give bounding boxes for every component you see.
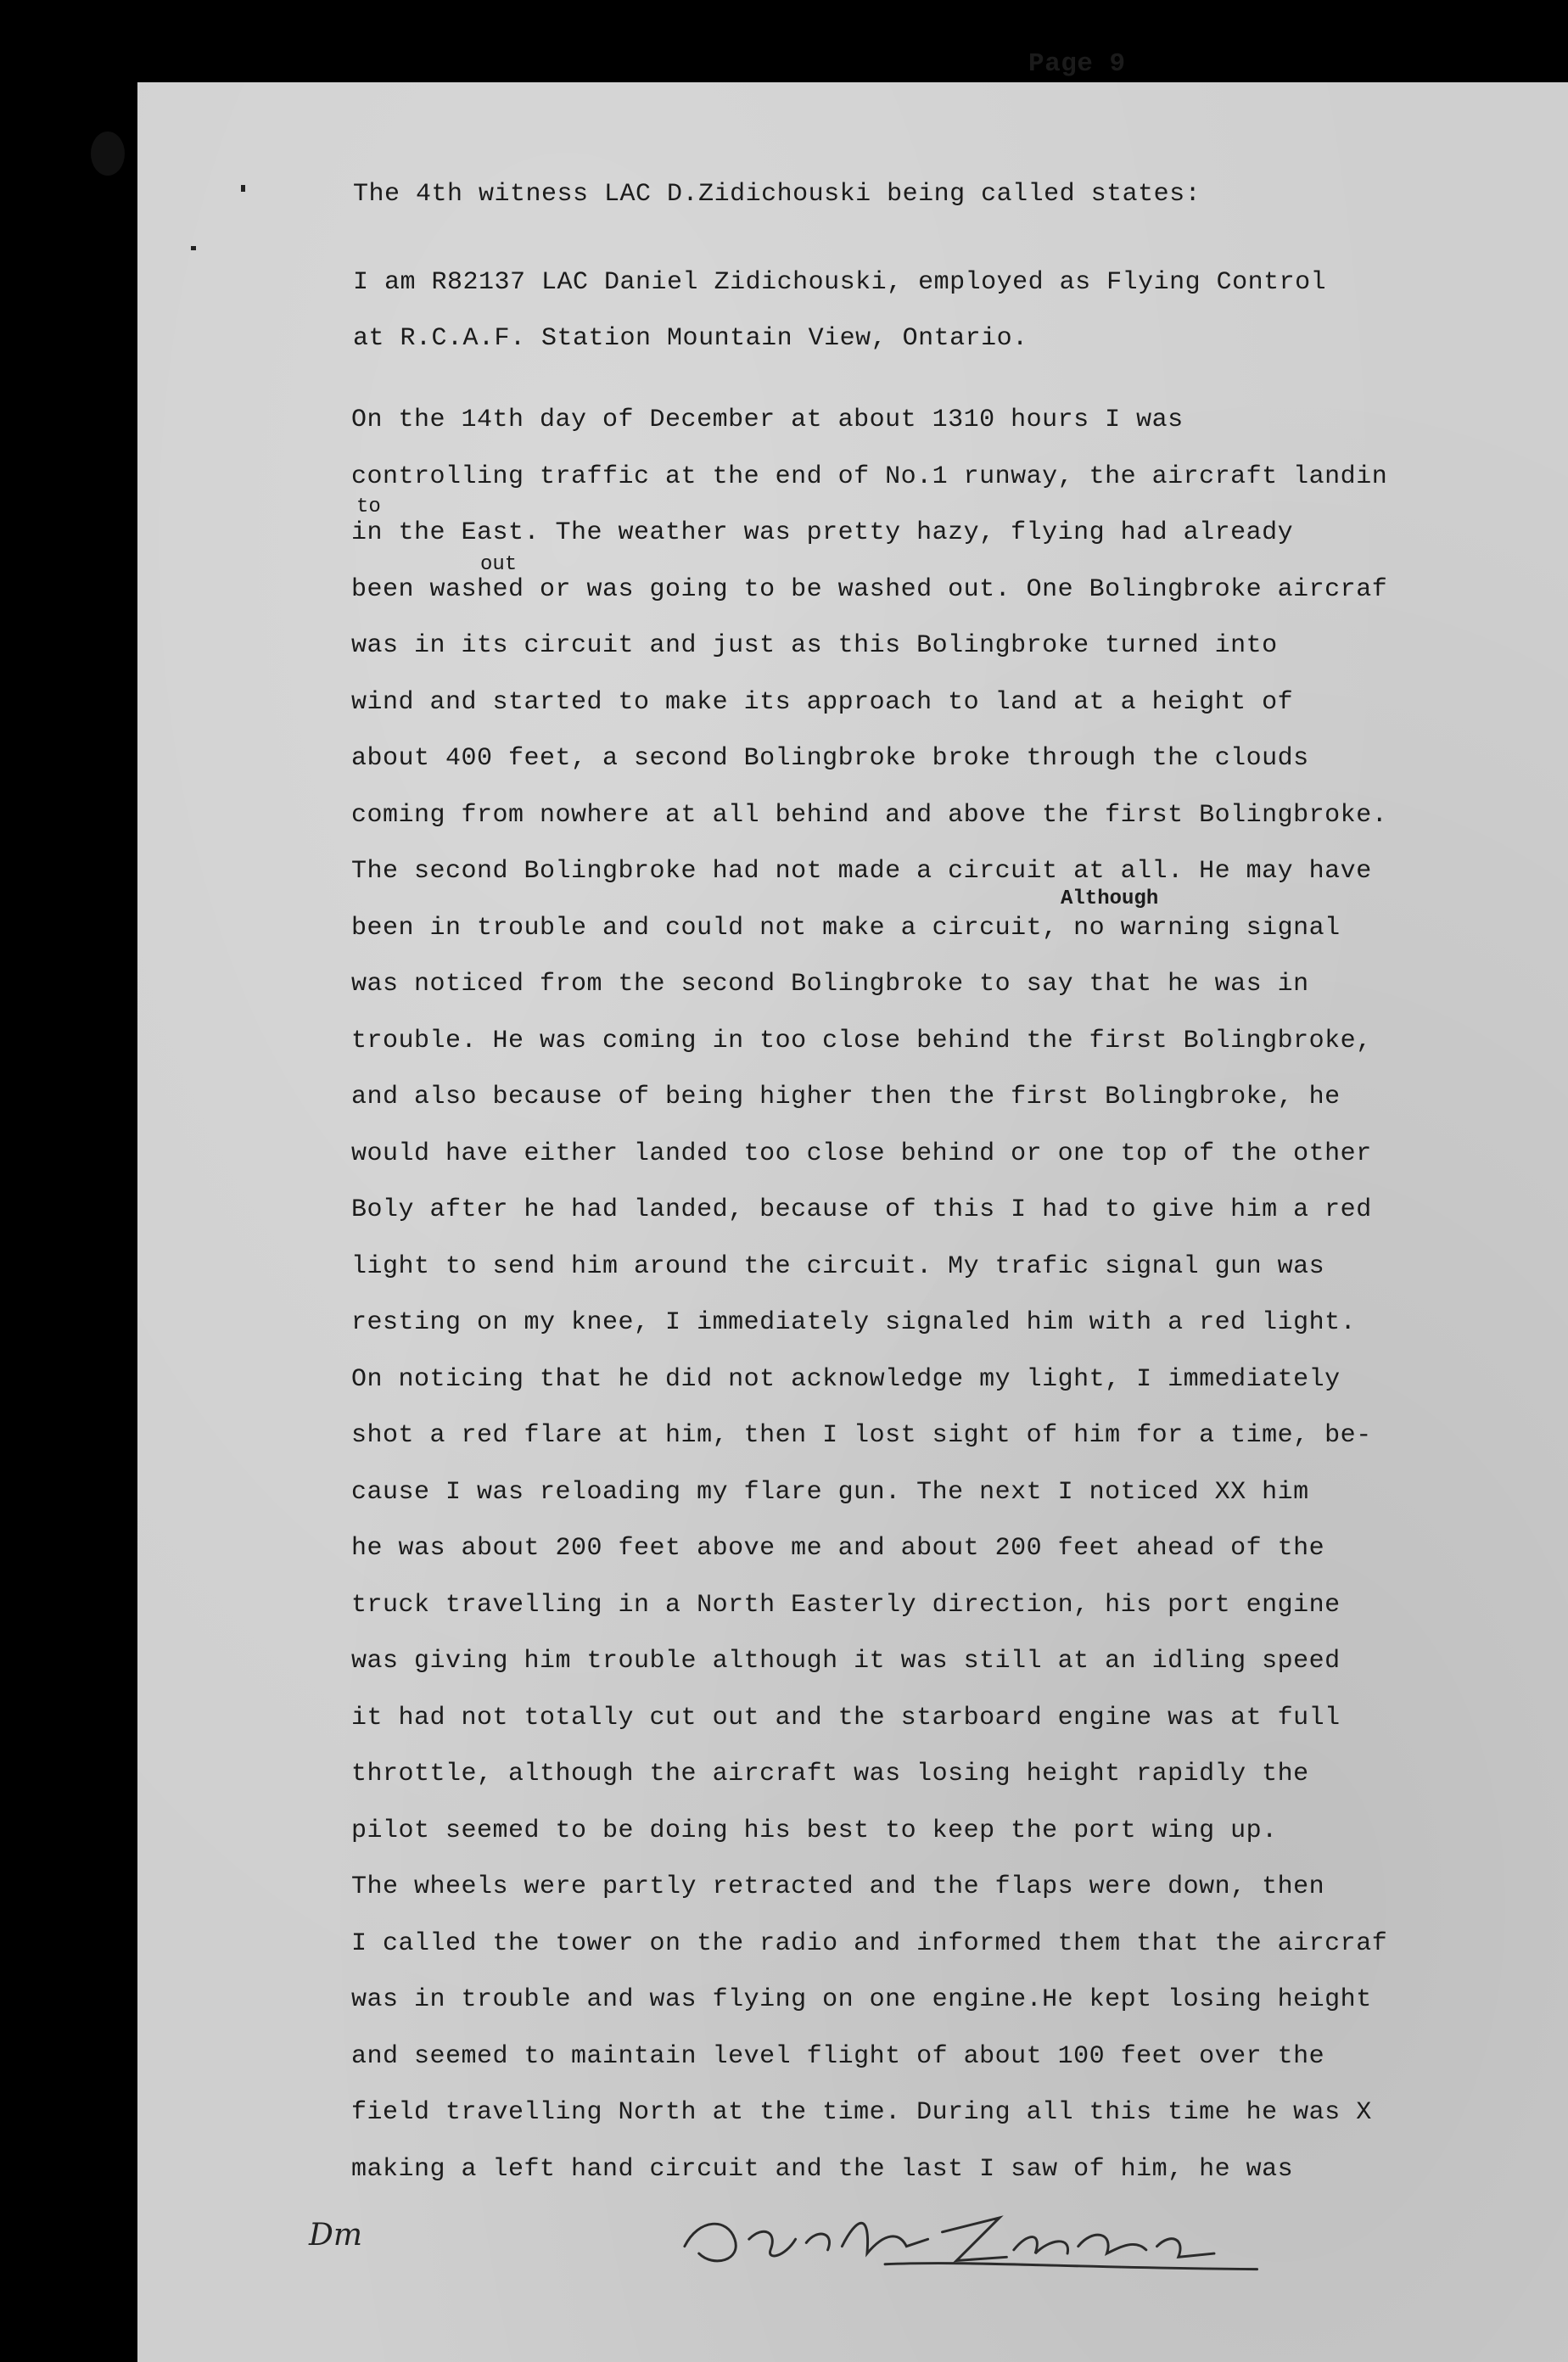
statement-line: On the 14th day of December at about 1310 hours I was bbox=[351, 406, 1184, 434]
witness-intro: The 4th witness LAC D.Zidichouski being called states: bbox=[353, 180, 1201, 209]
statement-line: he was about 200 feet above me and about 200 feet ahead of the bbox=[351, 1534, 1325, 1563]
statement-line: The second Bolingbroke had not made a circuit at all. He may have bbox=[351, 857, 1372, 886]
statement-line: been washed or was going to be washed out. One Bolingbroke aircraf bbox=[351, 574, 1388, 604]
statement-line: wind and started to make its approach to land at a height of bbox=[351, 687, 1294, 717]
statement-line: controlling traffic at the end of No.1 runway, the aircraft landin bbox=[351, 462, 1388, 491]
statement-line: truck travelling in a North Easterly direction, his port engine bbox=[351, 1590, 1341, 1620]
statement-line: would have either landed too close behind or one top of the other bbox=[351, 1139, 1372, 1168]
statement-line: making a left hand circuit and the last I saw of him, he was bbox=[351, 2154, 1294, 2184]
statement-line: On noticing that he did not acknowledge my light, I immediately bbox=[351, 1364, 1341, 1394]
statement-line: pilot seemed to be doing his best to keep the port wing up. bbox=[351, 1816, 1278, 1845]
statement-line: in the East. The weather was pretty hazy, flying had already bbox=[351, 518, 1294, 547]
statement-line: it had not totally cut out and the starboard engine was at full bbox=[351, 1703, 1341, 1732]
punch-hole bbox=[91, 132, 125, 176]
statement-line: I called the tower on the radio and informed them that the aircraf bbox=[351, 1928, 1388, 1958]
statement-line: light to send him around the circuit. My trafic signal gun was bbox=[351, 1251, 1325, 1281]
margin-mark bbox=[241, 185, 245, 192]
identity-line: I am R82137 LAC Daniel Zidichouski, employed as Flying Control bbox=[353, 268, 1327, 297]
statement-line: trouble. He was coming in too close behind the first Bolingbroke, bbox=[351, 1026, 1372, 1055]
handwritten-insertion: to bbox=[356, 495, 381, 518]
statement-line: coming from nowhere at all behind and above the first Bolingbroke. bbox=[351, 800, 1388, 830]
statement-line: Boly after he had landed, because of this I had to give him a red bbox=[351, 1195, 1372, 1224]
statement-line: was noticed from the second Bolingbroke to say that he was in bbox=[351, 970, 1309, 999]
statement-line: was in trouble and was flying on one engine.He kept losing height bbox=[351, 1985, 1372, 2014]
statement-line: about 400 feet, a second Bolingbroke broke through the clouds bbox=[351, 744, 1309, 773]
signature bbox=[670, 2189, 1264, 2282]
handwritten-insertion: out bbox=[480, 553, 518, 576]
statement-line: and also because of being higher then the first Bolingbroke, he bbox=[351, 1083, 1341, 1111]
statement-line: throttle, although the aircraft was losing height rapidly the bbox=[351, 1760, 1309, 1788]
statement-line: The wheels were partly retracted and the flaps were down, then bbox=[351, 1872, 1325, 1901]
statement-line: been in trouble and could not make a circuit, no warning signal bbox=[351, 913, 1341, 943]
statement-line: field travelling North at the time. During all this time he was X bbox=[351, 2098, 1372, 2127]
page-number: Page 9 bbox=[1028, 49, 1126, 79]
statement-line: and seemed to maintain level flight of about 100 feet over the bbox=[351, 2041, 1325, 2071]
witness-initials: Dm bbox=[309, 2218, 362, 2253]
statement-line: shot a red flare at him, then I lost sight of him for a time, be- bbox=[351, 1421, 1372, 1450]
margin-mark bbox=[191, 246, 196, 250]
statement-line: cause I was reloading my flare gun. The next I noticed XX him bbox=[351, 1477, 1309, 1507]
identity-line: at R.C.A.F. Station Mountain View, Ontario. bbox=[353, 324, 1028, 353]
statement-line: was giving him trouble although it was still at an idling speed bbox=[351, 1647, 1341, 1676]
statement-line: resting on my knee, I immediately signaled him with a red light. bbox=[351, 1308, 1357, 1337]
statement-line: was in its circuit and just as this Bolingbroke turned into bbox=[351, 631, 1278, 660]
handwritten-insertion: Although bbox=[1061, 887, 1159, 910]
